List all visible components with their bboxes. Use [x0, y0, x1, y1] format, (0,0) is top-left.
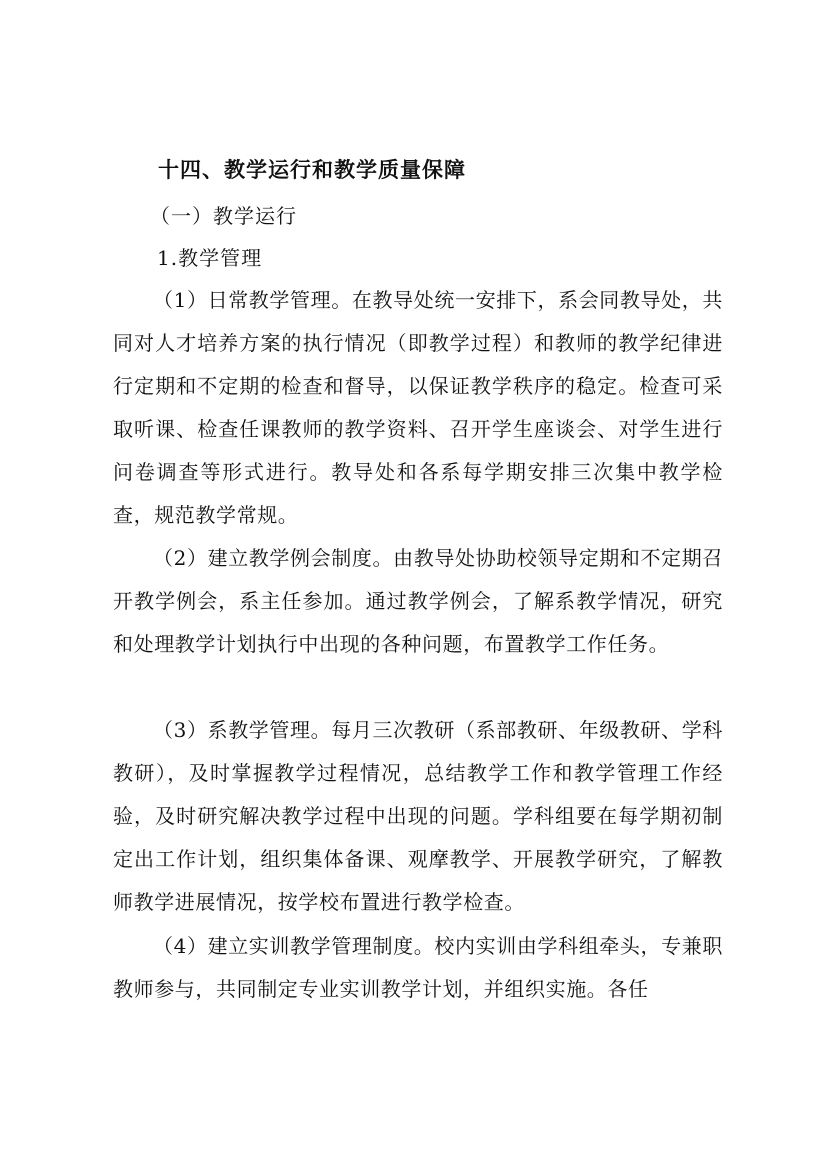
paragraph-department-teaching-management: （3）系教学管理。每月三次教研（系部教研、年级教研、学科教研），及时掌握教学过程情况，总结教学工作和教学管理工作经验，及时研究解决教学过程中出现的问题。学科组要在每学期初制定出工作计划，组织集体备课、观摩教学、开展教学研究，了解教师教学进展情况，按学校布置进行教学检查。: [113, 718, 723, 914]
section-heading: 十四、教学运行和教学质量保障: [158, 157, 466, 182]
subsection-heading: （一）教学运行: [150, 204, 297, 228]
paragraph-teaching-meeting-system: （2）建立教学例会制度。由教导处协助校领导定期和不定期召开教学例会，系主任参加。通过教学例会，了解系教学情况，研究和处理教学计划执行中出现的各种问题，布置教学工作任务。: [113, 546, 723, 656]
paragraph-practical-training-management: （4）建立实训教学管理制度。校内实训由学科组牵头，专兼职教师参与，共同制定专业实训教学计划，并组织实施。各任: [113, 934, 723, 1001]
numbered-item-heading: 1.教学管理: [157, 246, 263, 270]
paragraph-daily-teaching-management: （1）日常教学管理。在教导处统一安排下，系会同教导处，共同对人才培养方案的执行情况（即教学过程）和教师的教学纪律进行定期和不定期的检查和督导，以保证教学秩序的稳定。检查可采取听课、检查任课教师的教学资料、召开学生座谈会、对学生进行问卷调查等形式进行。教导处和各系每学期安排三次集中教学检查，规范教学常规。: [113, 288, 723, 527]
